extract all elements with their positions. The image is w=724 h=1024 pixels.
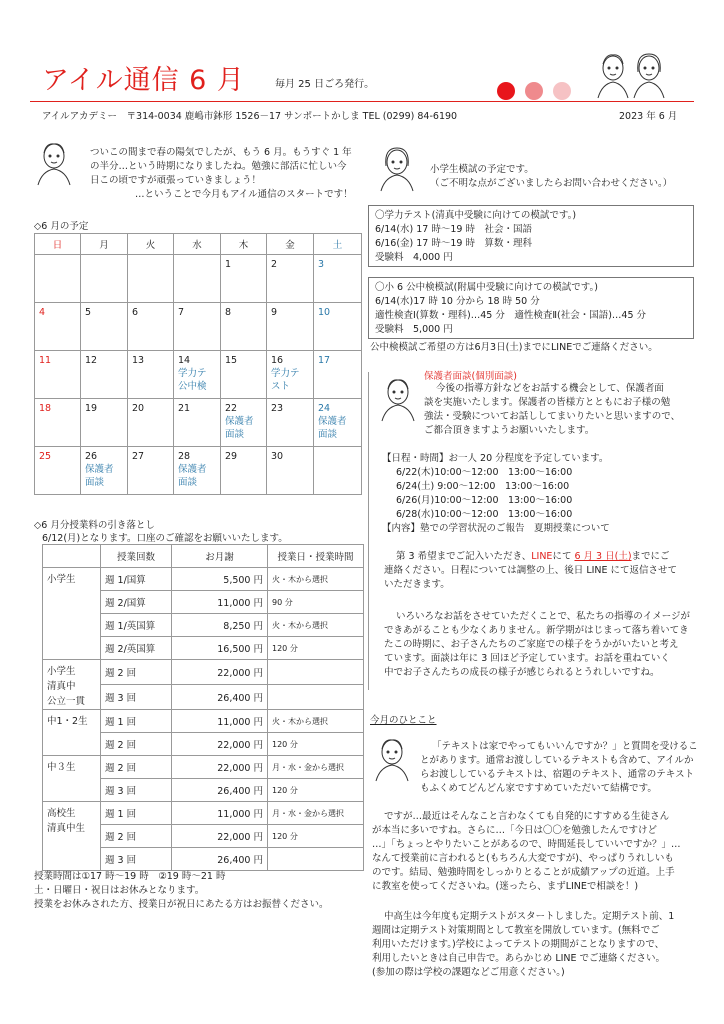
- fee-price: 26,400 円: [172, 779, 268, 802]
- fee-schedule: 火・木から選択: [268, 568, 364, 591]
- fee-count: 週 3 回: [101, 779, 172, 802]
- calendar-cell: [128, 255, 174, 303]
- decor-dot-icon: [553, 82, 571, 100]
- calendar-cell: [174, 447, 221, 495]
- fee-schedule: 火・木から選択: [268, 614, 364, 637]
- mock-box-gakuryoku: 〇学力テスト(清真中受験に向けての模試です。) 6/14(水) 17 時～19 時 社会・国語 6/16(金) 17 時～19 時 算数・理科 受験料 4,000 円: [368, 205, 694, 267]
- calendar-date: 18: [39, 403, 52, 414]
- calendar-cell: [128, 399, 174, 447]
- calendar-cell: [128, 447, 174, 495]
- fee-price: 11,000 円: [172, 802, 268, 825]
- calendar-cell: [81, 351, 128, 399]
- meeting-intro: 今後の指導方針などをお話する機会として、保護者面 談を実施いたします。保護者の皆様方とともにお子様の勉 強法・受験についてお話ししてまいりたいと思いますので、 ご都合頂きますようお願いいたします。: [424, 383, 681, 436]
- calendar-date: 22: [225, 403, 238, 414]
- fee-count: 週 2 回: [101, 825, 172, 848]
- calendar-day-header: 日: [35, 234, 81, 255]
- fee-price: 22,000 円: [172, 733, 268, 756]
- calendar-date: 7: [178, 307, 185, 318]
- teacher-face-icon: [378, 374, 418, 422]
- fee-category: 小学生: [43, 568, 101, 660]
- calendar-cell: [314, 303, 362, 351]
- fee-schedule: 90 分: [268, 591, 364, 614]
- header-faces-icon: [594, 48, 670, 100]
- calendar-date: 8: [225, 307, 232, 318]
- calendar-event: 面談: [318, 429, 338, 440]
- calendar-date: 10: [318, 307, 331, 318]
- calendar-event: 保護者: [178, 464, 207, 475]
- fee-schedule: [268, 685, 364, 710]
- fee-price: 5,500 円: [172, 568, 268, 591]
- calendar-date: 24: [318, 403, 331, 414]
- calendar-cell: [267, 447, 314, 495]
- meeting-heading: 保護者面談(個別面談): [424, 371, 517, 382]
- table-row: [43, 802, 364, 825]
- column-title: 今月のひとこと: [370, 715, 437, 726]
- calendar-date: 23: [271, 403, 284, 414]
- mock-box-kouchuken: 〇小 6 公中検模試(附属中受験に向けての模試です。) 6/14(水)17 時 10 分から 18 時 50 分 適性検査Ⅰ(算数・理科)…45 分 適性検査Ⅱ(社会・国語)…45 分 受験料 5,000 円: [368, 277, 694, 339]
- fee-schedule: 120 分: [268, 779, 364, 802]
- calendar-date: 2: [271, 259, 278, 270]
- calendar-cell: [314, 255, 362, 303]
- calendar-date: 20: [132, 403, 145, 414]
- calendar-day-header: 火: [128, 234, 174, 255]
- calendar-cell: [81, 399, 128, 447]
- table-row: [43, 756, 364, 779]
- calendar-day-header: 金: [267, 234, 314, 255]
- calendar-cell: [128, 351, 174, 399]
- fee-count: 週 1 回: [101, 802, 172, 825]
- fee-count: 週 3 回: [101, 685, 172, 710]
- fee-price: 22,000 円: [172, 825, 268, 848]
- calendar-date: 16: [271, 355, 284, 366]
- calendar-date: 27: [132, 451, 145, 462]
- fee-schedule: 月・水・金から選択: [268, 802, 364, 825]
- calendar-cell: [221, 399, 267, 447]
- fee-category: 高校生 清真中生: [43, 802, 101, 871]
- calendar-date: 15: [225, 355, 238, 366]
- fee-header: お月謝: [172, 545, 268, 568]
- calendar-cell: [267, 255, 314, 303]
- calendar-date: 11: [39, 355, 52, 366]
- fee-price: 26,400 円: [172, 848, 268, 871]
- calendar-date: 13: [132, 355, 145, 366]
- calendar-cell: [35, 447, 81, 495]
- teacher-face-icon: [34, 138, 74, 186]
- calendar-date: 1: [225, 259, 232, 270]
- calendar-cell: [174, 399, 221, 447]
- fee-header: 授業回数: [101, 545, 172, 568]
- fee-count: 週 1/国算: [101, 568, 172, 591]
- calendar-cell: [81, 303, 128, 351]
- teacher-face-icon: [372, 734, 412, 782]
- fee-schedule: 120 分: [268, 733, 364, 756]
- fee-count: 週 3 回: [101, 848, 172, 871]
- meeting-closing: いろいろなお話をさせていただくことで、私たちの指導のイメージが できあがることも少なくありません。新学期がはじまって落ち着いてき たこの時期に、お子さんたちのご家庭での様子をうかがいたいと考え ています。面談は年に 3 回ほど予定しています。お話を重ねていく 中でお子さんたちの成長の様子が感じられるとうれしいですね。: [384, 611, 691, 678]
- page-subtitle: 毎月 25 日ごろ発行。: [275, 79, 375, 90]
- decor-dot-icon: [525, 82, 543, 100]
- calendar-date: 28: [178, 451, 191, 462]
- calendar-cell: [35, 303, 81, 351]
- calendar-event: スト: [271, 381, 291, 392]
- mock-note: 公中検模試ご希望の方は6月3日(土)までにLINEでご連絡ください。: [370, 342, 658, 353]
- calendar-event: 保護者: [85, 464, 114, 475]
- fee-price: 11,000 円: [172, 591, 268, 614]
- fee-price: 26,400 円: [172, 685, 268, 710]
- calendar-cell: [314, 351, 362, 399]
- fee-table: [42, 544, 364, 871]
- calendar: [34, 233, 362, 495]
- fee-price: 11,000 円: [172, 710, 268, 733]
- calendar-cell: [267, 351, 314, 399]
- calendar-date: 29: [225, 451, 238, 462]
- calendar-event: 学力テ: [178, 368, 207, 379]
- calendar-date: 26: [85, 451, 98, 462]
- fees-title: ◇6 月分授業料の引き落とし: [34, 520, 155, 531]
- calendar-cell: [35, 351, 81, 399]
- calendar-cell: [221, 303, 267, 351]
- table-row: [43, 660, 364, 685]
- calendar-date: 19: [85, 403, 98, 414]
- calendar-cell: [314, 399, 362, 447]
- table-row: [43, 568, 364, 591]
- calendar-day-header: 木: [221, 234, 267, 255]
- fee-header-blank: [43, 545, 101, 568]
- fee-header: 授業日・授業時間: [268, 545, 364, 568]
- page-title: アイル通信 6 月: [42, 65, 245, 96]
- calendar-event: 保護者: [318, 416, 347, 427]
- calendar-cell: [81, 447, 128, 495]
- fee-count: 週 1/英国算: [101, 614, 172, 637]
- fee-schedule: [268, 660, 364, 685]
- address: アイルアカデミー 〒314-0034 鹿嶋市鉢形 1526－17 サンポートかしま TEL (0299) 84-6190: [42, 111, 458, 122]
- fees-note: 6/12(月)となります。口座のご確認をお願いいたします。: [42, 533, 288, 544]
- fee-price: 22,000 円: [172, 660, 268, 685]
- calendar-event: 面談: [85, 477, 105, 488]
- calendar-cell: [267, 399, 314, 447]
- fee-count: 週 2/英国算: [101, 637, 172, 660]
- fee-count: 週 2 回: [101, 660, 172, 685]
- fee-schedule: 月・水・金から選択: [268, 756, 364, 779]
- calendar-cell: [267, 303, 314, 351]
- calendar-title: ◇6 月の予定: [34, 221, 89, 232]
- fee-category: 中３生: [43, 756, 101, 802]
- fee-schedule: [268, 848, 364, 871]
- calendar-cell: [81, 255, 128, 303]
- calendar-day-header: 月: [81, 234, 128, 255]
- meeting-rule: [368, 372, 369, 690]
- calendar-date: 25: [39, 451, 52, 462]
- fee-schedule: 120 分: [268, 637, 364, 660]
- meeting-schedule: 【日程・時間】お一人 20 分程度を予定しています。 6/22(木)10:00～12:00 13:00～16:00 6/24(土) 9:00～12:00 13:00～16:00 6/26(月)10:00～12:00 13:00～16:00 6/28(水)10:00～12:00 13:00～16:00 【内容】塾での学習状況のご報告 夏期授業について: [382, 453, 610, 534]
- calendar-event: 面談: [178, 477, 198, 488]
- calendar-cell: [221, 255, 267, 303]
- calendar-cell: [314, 447, 362, 495]
- calendar-cell: [35, 399, 81, 447]
- calendar-cell: [35, 255, 81, 303]
- fee-price: 22,000 円: [172, 756, 268, 779]
- fee-schedule: 火・木から選択: [268, 710, 364, 733]
- intro-text: ついこの間まで春の陽気でしたが、もう 6 月。もうすぐ 1 年 の半分…という時期になりましたね。勉強に部活に忙しい今 日この頃ですが頑張っていきましょう！ …ということで今月もアイル通信のスタートです！: [90, 147, 353, 200]
- fee-category: 小学生 清真中 公立一貫: [43, 660, 101, 710]
- fee-count: 週 2/国算: [101, 591, 172, 614]
- calendar-event: 学力テ: [271, 368, 300, 379]
- fee-count: 週 1 回: [101, 710, 172, 733]
- issue-date: 2023 年 6 月: [619, 111, 678, 122]
- column-p3: 中高生は今年度も定期テストがスタートしました。定期テスト前、1 週間は定期テスト対策期間として教室を開放しています。(無料でご 利用いただけます。)学校によってテストの期間がことなりますので、 利用したいときは自己申告で。あらかじめ LINE でご連絡ください。 (参加の際は学校の課題などご用意ください。): [372, 911, 675, 978]
- calendar-cell: [221, 351, 267, 399]
- decor-dot-icon: [497, 82, 515, 100]
- fee-price: 8,250 円: [172, 614, 268, 637]
- calendar-event: 面談: [225, 429, 245, 440]
- calendar-event: 保護者: [225, 416, 254, 427]
- calendar-date: 30: [271, 451, 284, 462]
- fee-count: 週 2 回: [101, 733, 172, 756]
- calendar-cell: [128, 303, 174, 351]
- column-p2: ですが…最近はそんなこと言わなくても自発的にすすめる生徒さん が本当に多いですね。さらに…「今日は〇〇を勉強したんですけど …」「ちょっとやりたいことがあるので、時間延長していいですか？」… なんて授業前に言われると(もちろん大変ですが)、やっぱりうれしいも のです。結局、勉強時間をしっかりとることが成績アップの近道。上手 に教室を使ってくださいね。(迷ったら、まずLINEで相談を！): [372, 811, 681, 892]
- calendar-date: 6: [132, 307, 139, 318]
- calendar-date: 14: [178, 355, 191, 366]
- meeting-apply: 第 3 希望までご記入いただき、LINEにて 6 月 3 日(土)までにご 連絡ください。日程については調整の上、後日 LINE にて返信させて いただきます。: [384, 551, 678, 590]
- calendar-day-header: 土: [314, 234, 362, 255]
- calendar-date: 17: [318, 355, 331, 366]
- fees-footer: 授業時間は①17 時～19 時 ②19 時～21 時 土・日曜日・祝日はお休みとなります。 授業をお休みされた方、授業日が祝日にあたる方はお振替ください。: [34, 871, 329, 910]
- calendar-day-header: 水: [174, 234, 221, 255]
- calendar-cell: [174, 255, 221, 303]
- calendar-date: 12: [85, 355, 98, 366]
- calendar-cell: [174, 351, 221, 399]
- calendar-date: 3: [318, 259, 325, 270]
- table-row: [43, 710, 364, 733]
- fee-category: 中1・2生: [43, 710, 101, 756]
- header-rule: [30, 101, 694, 102]
- calendar-event: 公中検: [178, 381, 207, 392]
- mock-intro: 小学生模試の予定です。 （ご不明な点がございましたらお問い合わせください。）: [430, 164, 673, 189]
- calendar-date: 5: [85, 307, 92, 318]
- fee-schedule: 120 分: [268, 825, 364, 848]
- calendar-date: 9: [271, 307, 278, 318]
- calendar-date: 21: [178, 403, 191, 414]
- calendar-cell: [174, 303, 221, 351]
- student-face-icon: [377, 144, 417, 192]
- fee-count: 週 2 回: [101, 756, 172, 779]
- calendar-cell: [221, 447, 267, 495]
- column-p1: 「テキストは家でやってもいいんですか？」と質問を受けるこ とがあります。通常お渡ししているテキストも含めて、アイルか らお渡ししているテキストは、宿題のテキスト、通常のテキスト もふくめてどんどん家ですすめていただいて結構です。: [420, 741, 698, 794]
- fee-price: 16,500 円: [172, 637, 268, 660]
- calendar-date: 4: [39, 307, 46, 318]
